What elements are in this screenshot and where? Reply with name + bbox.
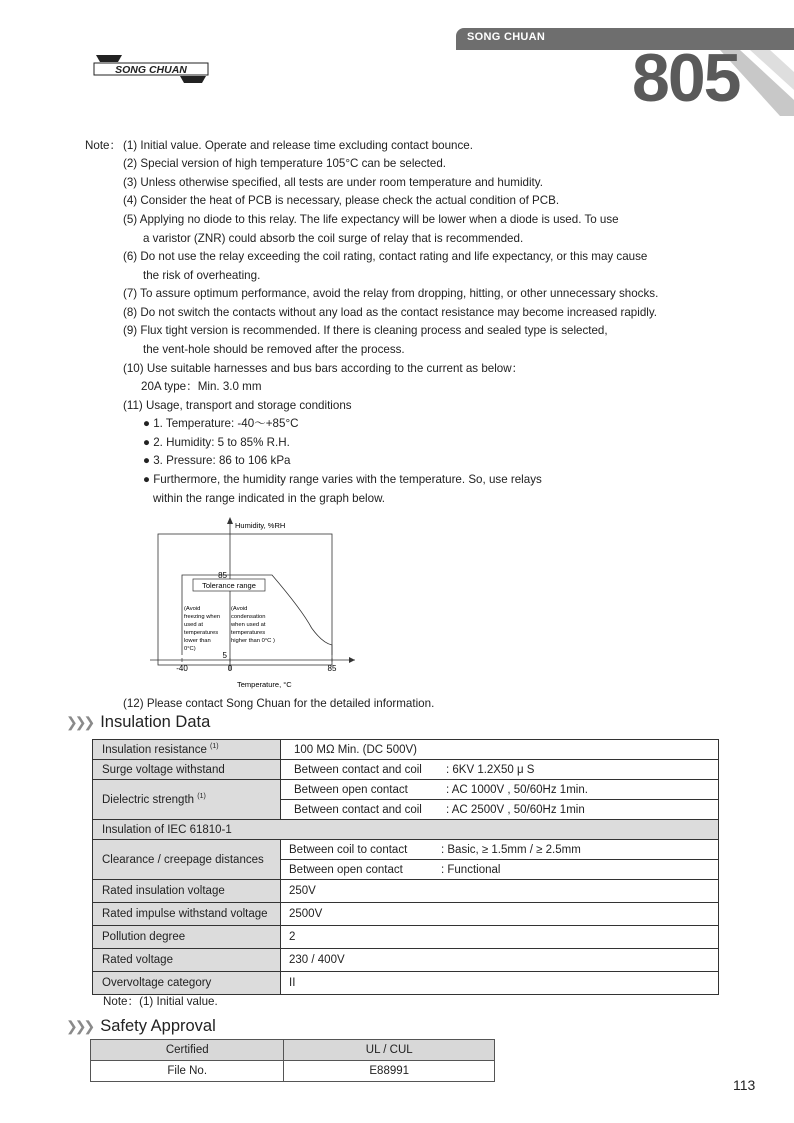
chart-annotation-line: temperatures <box>231 630 266 636</box>
table-row <box>93 926 719 949</box>
table-row <box>91 1061 495 1082</box>
chart-annotation-line: freezing when <box>184 614 221 620</box>
row-value: Between open contact : AC 1000V , 50/60Hz 1min. <box>281 780 719 800</box>
header-cell: UL / CUL <box>284 1040 495 1061</box>
table-header-row <box>91 1040 495 1061</box>
note-line: the vent-hole should be removed after the process. <box>143 343 405 356</box>
humidity-temperature-chart <box>145 515 365 695</box>
table-row <box>93 760 719 780</box>
tolerance-range-label: Tolerance range <box>202 581 256 590</box>
note-line: a varistor (ZNR) could absorb the coil surge of relay that is recommended. <box>143 232 524 245</box>
table-row <box>93 972 719 995</box>
note-line: (4) Consider the heat of PCB is necessary, please check the actual condition of PCB. <box>123 194 560 207</box>
y-axis-label: Humidity, %RH <box>235 521 286 530</box>
note-line: ● 1. Temperature: -40～+85°C <box>143 417 299 430</box>
note-12: (12) Please contact Song Chuan for the detailed information. <box>123 697 435 710</box>
table-row <box>93 903 719 926</box>
note-line: (9) Flux tight version is recommended. If there is cleaning process and sealed type is selected, <box>123 324 608 337</box>
note-line: within the range indicated in the graph below. <box>153 492 386 505</box>
note-line: ● 2. Humidity: 5 to 85% R.H. <box>143 436 290 449</box>
note-line: (6) Do not use the relay exceeding the coil rating, contact rating and life expectancy, or this may cause <box>123 250 648 263</box>
row-label: Rated insulation voltage <box>93 880 281 903</box>
chart-annotation-line: (Avoid <box>231 606 248 612</box>
x-tick-label: 85 <box>327 664 337 673</box>
row-value: 100 MΩ Min. (DC 500V) <box>281 740 719 760</box>
note-line: (7) To assure optimum performance, avoid the relay from dropping, hitting, or other unnecessary shocks. <box>123 287 659 300</box>
note-line: (8) Do not switch the contacts without any load as the contact resistance may become increased rapidly. <box>123 306 658 319</box>
note-line: (2) Special version of high temperature 105°C can be selected. <box>123 157 447 170</box>
header-cell: Certified <box>91 1040 284 1061</box>
x-axis-label: Temperature, °C <box>237 680 292 689</box>
song-chuan-logo <box>92 52 210 86</box>
chart-annotation-line: temperatures <box>184 630 219 636</box>
chart-annotation-line: when used at <box>231 622 266 628</box>
table-row <box>93 820 719 840</box>
y-axis-arrow-icon <box>227 517 233 524</box>
note-line: ● 3. Pressure: 86 to 106 kPa <box>143 454 291 467</box>
x-axis-arrow-icon <box>349 657 355 663</box>
model-number: 805 <box>632 40 740 116</box>
header-tab-label: SONG CHUAN <box>467 31 546 43</box>
note-line: ● Furthermore, the humidity range varies with the temperature. So, use relays <box>143 473 542 486</box>
row-value: 230 / 400V <box>281 949 719 972</box>
row-value: Between contact and coil : 6KV 1.2X50 μ S <box>281 760 719 780</box>
page-number: 113 <box>733 1077 756 1093</box>
double-chevron-icon: ❯❯❯ <box>66 714 93 730</box>
chart-annotation-line: (Avoid <box>184 606 201 612</box>
chart-annotation-line: 0°C) <box>184 646 196 652</box>
row-label: Rated voltage <box>93 949 281 972</box>
insulation-note: Note：(1) Initial value. <box>103 995 218 1008</box>
x-tick-label: 0 <box>227 664 233 673</box>
section-title-text: Safety Approval <box>100 1017 216 1035</box>
row-value: 2 <box>281 926 719 949</box>
row-value: 250V <box>281 880 719 903</box>
table-row <box>93 840 719 860</box>
note-line: 20A type：Min. 3.0 mm <box>141 380 262 393</box>
svg-text:SONG CHUAN: SONG CHUAN <box>115 64 187 76</box>
row-label: Insulation of IEC 61810-1 <box>93 820 719 840</box>
double-chevron-icon: ❯❯❯ <box>66 1018 93 1034</box>
row-label: Pollution degree <box>93 926 281 949</box>
row-label: Overvoltage category <box>93 972 281 995</box>
row-label: Rated impulse withstand voltage <box>93 903 281 926</box>
y-tick-label: 85 <box>218 571 227 580</box>
table-row <box>93 880 719 903</box>
table-row <box>93 949 719 972</box>
row-label: Insulation resistance $^{(1)}$ <box>93 740 281 760</box>
table-cell: E88991 <box>284 1061 495 1082</box>
note-line: (10) Use suitable harnesses and bus bars according to the current as below： <box>123 362 524 375</box>
row-label: Clearance / creepage distances <box>93 840 281 880</box>
row-value: 2500V <box>281 903 719 926</box>
row-value: Between open contact : Functional <box>281 860 719 880</box>
chart-annotation-line: lower than <box>184 638 211 644</box>
chart-annotation-line: used at <box>184 622 204 628</box>
note-line: (11) Usage, transport and storage conditions <box>123 399 352 412</box>
table-row <box>93 740 719 760</box>
insulation-table <box>92 739 719 995</box>
note-label: Note： <box>85 139 122 152</box>
row-value: Between coil to contact : Basic, ≥ 1.5mm / ≥ 2.5mm <box>281 840 719 860</box>
safety-section-title <box>66 1017 216 1036</box>
safety-table <box>90 1039 495 1082</box>
table-row <box>93 780 719 800</box>
row-label: Dielectric strength $^{(1)}$ <box>93 780 281 820</box>
chart-annotation-line: condensation <box>231 614 266 620</box>
x-tick-label: -40 <box>176 664 188 673</box>
row-label: Surge voltage withstand <box>93 760 281 780</box>
note-line: the risk of overheating. <box>143 269 261 282</box>
note-line: (1) Initial value. Operate and release time excluding contact bounce. <box>123 139 473 152</box>
section-title-text: Insulation Data <box>100 713 211 731</box>
table-cell: File No. <box>91 1061 284 1082</box>
insulation-section-title <box>66 713 210 732</box>
chart-annotation-line: higher than 0°C ) <box>231 638 275 644</box>
row-value: II <box>281 972 719 995</box>
note-line: (5) Applying no diode to this relay. The life expectancy will be lower when a diode is used. To use <box>123 213 619 226</box>
note-line: (3) Unless otherwise specified, all tests are under room temperature and humidity. <box>123 176 543 189</box>
row-value: Between contact and coil : AC 2500V , 50/60Hz 1min <box>281 800 719 820</box>
y-tick-label: 5 <box>222 651 227 660</box>
